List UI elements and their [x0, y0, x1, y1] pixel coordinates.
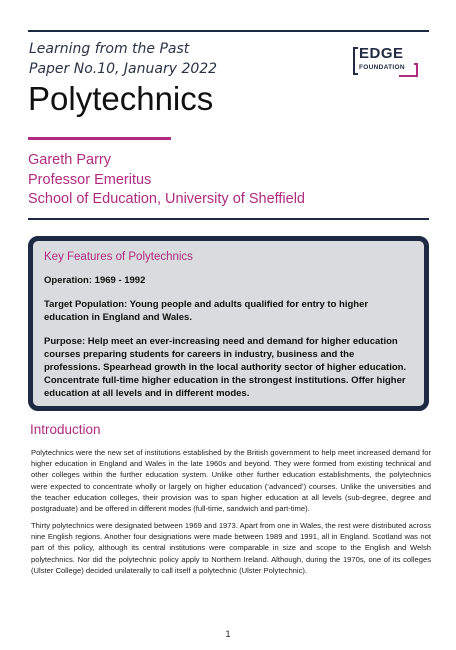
author-block [28, 151, 305, 210]
paper-number-date: Paper No.10, January 2022 [29, 61, 218, 77]
purpose-text: Purpose: Help meet an ever-increasing need and demand for higher education courses preparing students for careers in industry, business and the professions. Spearhead growth in the local authority sector of higher education. Concentrate full-time higher education in the strongest institutions. Offer higher education at all levels and in different modes. [44, 336, 407, 399]
logo-foundation-text: FOUNDATION [359, 64, 405, 71]
target-population-text: Target Population: Young people and adults qualified for entry to higher education in England and Wales. [44, 299, 369, 323]
series-name: Learning from the Past [29, 41, 190, 57]
introduction-paragraph-1: Polytechnics were the new set of institutions established by the British government to help meet increased demand for higher education in England and Wales in the late 1960s and beyond. They were formed from existing technical and other colleges within the further education system. Unlike other further education establishments, the polytechnics were expected to concentrate wholly or largely on higher education (‘advanced’) courses. Unlike the universities and the teacher education colleges, their provision was to span higher education at all levels (sub-degree, degree and postgraduate) and be offered in different modes (full-time, sandwich and part-time). [31, 448, 431, 514]
page-number: 1 [225, 629, 231, 639]
author-role: Professor Emeritus [28, 171, 152, 188]
author-affiliation: School of Education, University of Sheffield [28, 191, 306, 207]
section-divider [28, 218, 429, 220]
logo-edge-text: EDGE [359, 45, 404, 62]
edge-foundation-logo [353, 44, 421, 80]
key-features-title: Key Features of Polytechnics [44, 251, 193, 263]
title-accent-rule [28, 137, 171, 140]
top-divider [28, 30, 429, 32]
author-name: Gareth Parry [28, 152, 111, 168]
document-title: Polytechnics [28, 80, 214, 117]
series-info [29, 39, 217, 79]
introduction-heading: Introduction [30, 422, 101, 437]
key-features-box [28, 236, 429, 411]
operation-text: Operation: 1969 - 1992 [44, 275, 146, 286]
introduction-paragraph-2: Thirty polytechnics were designated between 1969 and 1973. Apart from one in Wales, the rest were distributed across nine English regions. Another four designations were made between 1989 and 1991, all in England. Scotland was not part of this policy, although its central institutions were comparable in size and scope to the English and Welsh polytechnics. Nor did the polytechnic policy apply to Northern Ireland. Although, during the 1970s, one of its colleges (Ulster College) decided unilaterally to call itself a polytechnic (Ulster Polytechnic). [31, 521, 431, 575]
